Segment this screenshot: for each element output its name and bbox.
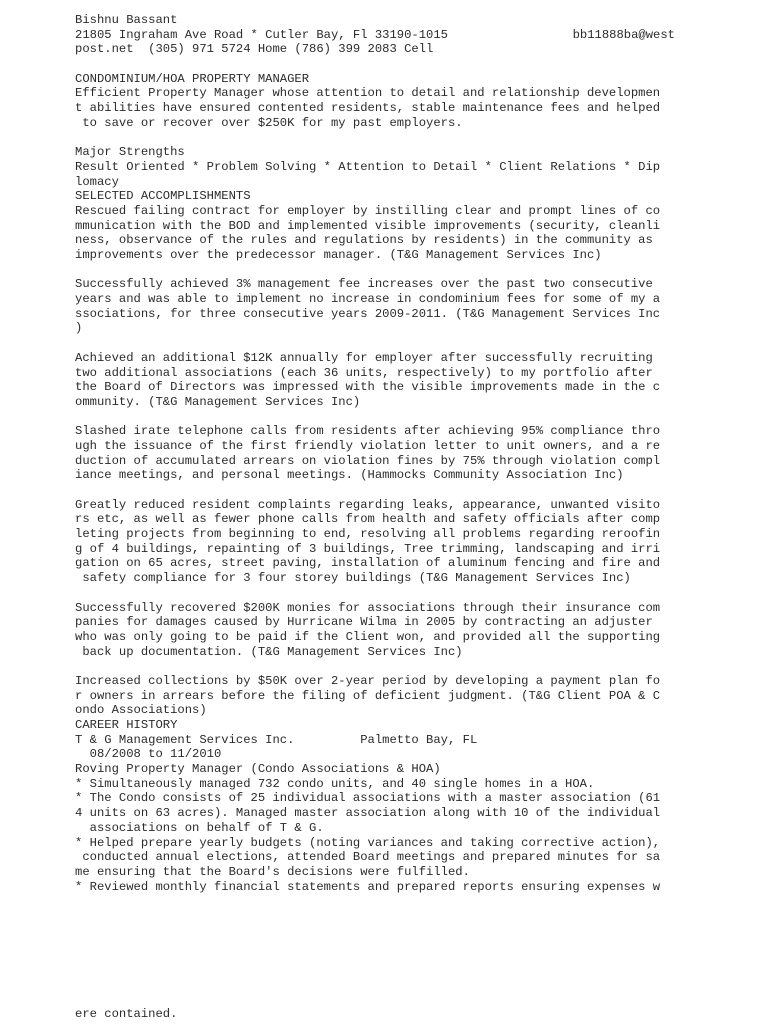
address-row	[75, 28, 675, 43]
continuation-line: ere contained.	[75, 1007, 178, 1021]
accomplishment-line: Successfully achieved 3% management fee increases over the past two consecutive	[75, 277, 653, 292]
strengths-line: lomacy	[75, 174, 119, 189]
accomplishment-line: improvements over the predecessor manager. (T&G Management Services Inc)	[75, 248, 602, 262]
spacer	[75, 586, 675, 601]
accomplishment-line: Achieved an additional $12K annually for employer after successfully recruiting	[75, 350, 653, 365]
career-bullet-line: associations on behalf of T & G.	[75, 820, 324, 835]
career-bullet-line: * Simultaneously managed 732 condo units, and 40 single homes in a HOA.	[75, 776, 595, 791]
career-bullet-line: * The Condo consists of 25 individual associations with a master association (61	[75, 791, 661, 806]
career-title: CAREER HISTORY	[75, 718, 178, 732]
spacer	[75, 336, 675, 351]
contact-line: post.net (305) 971 5724 Home (786) 399 2083 Cell	[75, 42, 434, 57]
spacer	[75, 263, 675, 278]
strengths-title: Major Strengths	[75, 145, 185, 160]
accomplishment-line: years and was able to implement no increase in condominium fees for some of my a	[75, 292, 661, 307]
spacer	[75, 57, 675, 72]
accomplishment-line: Increased collections by $50K over 2-year period by developing a payment plan fo	[75, 673, 661, 688]
accomplishment-line: ness, observance of the rules and regulations by residents) in the community as	[75, 233, 653, 248]
address-line: 21805 Ingraham Ave Road * Cutler Bay, Fl 33190-1015	[75, 27, 448, 42]
accomplishment-line: Greatly reduced resident complaints regarding leaks, appearance, unwanted visito	[75, 497, 661, 512]
career-bullet-line: me ensuring that the Board's decisions were fulfilled.	[75, 864, 470, 879]
accomplishment-line: Slashed irate telephone calls from residents after achieving 95% compliance thro	[75, 424, 661, 439]
accomplishment-line: gation on 65 acres, street paving, installation of aluminum fencing and fire and	[75, 556, 661, 571]
job-role: Roving Property Manager (Condo Associations & HOA)	[75, 762, 441, 777]
accomplishment-line: ugh the issuance of the first friendly violation letter to unit owners, and a re	[75, 438, 661, 453]
accomplishment-line: who was only going to be paid if the Client won, and provided all the supporting	[75, 629, 661, 644]
strengths-line: Result Oriented * Problem Solving * Attention to Detail * Client Relations * Dip	[75, 159, 661, 174]
accomplishment-line: )	[75, 321, 83, 336]
employment-dates: 08/2008 to 11/2010	[75, 747, 222, 762]
applicant-name: Bishnu Bassant	[75, 13, 178, 27]
career-bullet-line: * Helped prepare yearly budgets (noting variances and taking corrective action),	[75, 835, 661, 850]
accomplishment-line: rs etc, as well as fewer phone calls from health and safety officials after comp	[75, 512, 661, 527]
accomplishment-line: iance meetings, and personal meetings. (Hammocks Community Association Inc)	[75, 468, 624, 483]
accomplishment-line: ondo Associations)	[75, 703, 207, 718]
accomplishment-line: duction of accumulated arrears on violation fines by 75% through violation compl	[75, 453, 661, 468]
objective-line: t abilities have ensured contented residents, stable maintenance fees and helped	[75, 101, 661, 116]
career-bullet-line: 4 units on 63 acres). Managed master association along with 10 of the individual	[75, 806, 661, 821]
accomplishment-line: panies for damages caused by Hurricane Wilma in 2005 by contracting an adjuster	[75, 615, 653, 630]
career-bullet-line: conducted annual elections, attended Board meetings and prepared minutes for sa	[75, 850, 661, 865]
career-bullet-line: * Reviewed monthly financial statements and prepared reports ensuring expenses w	[75, 879, 661, 894]
accomplishment-line: ssociations, for three consecutive years 2009-2011. (T&G Management Services Inc	[75, 306, 661, 321]
resume-content	[75, 13, 675, 894]
objective-line: to save or recover over $250K for my past employers.	[75, 115, 463, 130]
employer-line: T & G Management Services Inc. Palmetto Bay, FL	[75, 732, 478, 747]
spacer	[75, 483, 675, 498]
accomplishment-line: Rescued failing contract for employer by instilling clear and prompt lines of co	[75, 203, 661, 218]
accomplishment-line: ommunity. (T&G Management Services Inc)	[75, 394, 361, 409]
objective-title: CONDOMINIUM/HOA PROPERTY MANAGER	[75, 71, 310, 86]
accomplishment-line: g of 4 buildings, repainting of 3 buildings, Tree trimming, landscaping and irri	[75, 541, 661, 556]
accomplishment-line: two additional associations (each 36 units, respectively) to my portfolio after	[75, 365, 653, 380]
spacer	[75, 410, 675, 425]
spacer	[75, 131, 675, 146]
page-continuation	[75, 1007, 675, 1022]
accomplishments-title: SELECTED ACCOMPLISHMENTS	[75, 189, 251, 204]
accomplishment-line: safety compliance for 3 four storey buildings (T&G Management Services Inc)	[75, 571, 631, 586]
accomplishment-line: leting projects from beginning to end, resolving all problems regarding reroofin	[75, 527, 661, 542]
accomplishment-line: r owners in arrears before the filing of deficient judgment. (T&G Client POA & C	[75, 688, 661, 703]
objective-line: Efficient Property Manager whose attention to detail and relationship developmen	[75, 86, 661, 101]
email-fragment[interactable]: bb11888ba@west	[572, 27, 675, 42]
accomplishment-line: Successfully recovered $200K monies for associations through their insurance com	[75, 600, 661, 615]
accomplishment-line: the Board of Directors was impressed with the visible improvements made in the c	[75, 380, 661, 395]
accomplishment-line: back up documentation. (T&G Management Services Inc)	[75, 644, 463, 659]
accomplishment-line: mmunication with the BOD and implemented visible improvements (security, cleanli	[75, 218, 661, 233]
spacer	[75, 659, 675, 674]
